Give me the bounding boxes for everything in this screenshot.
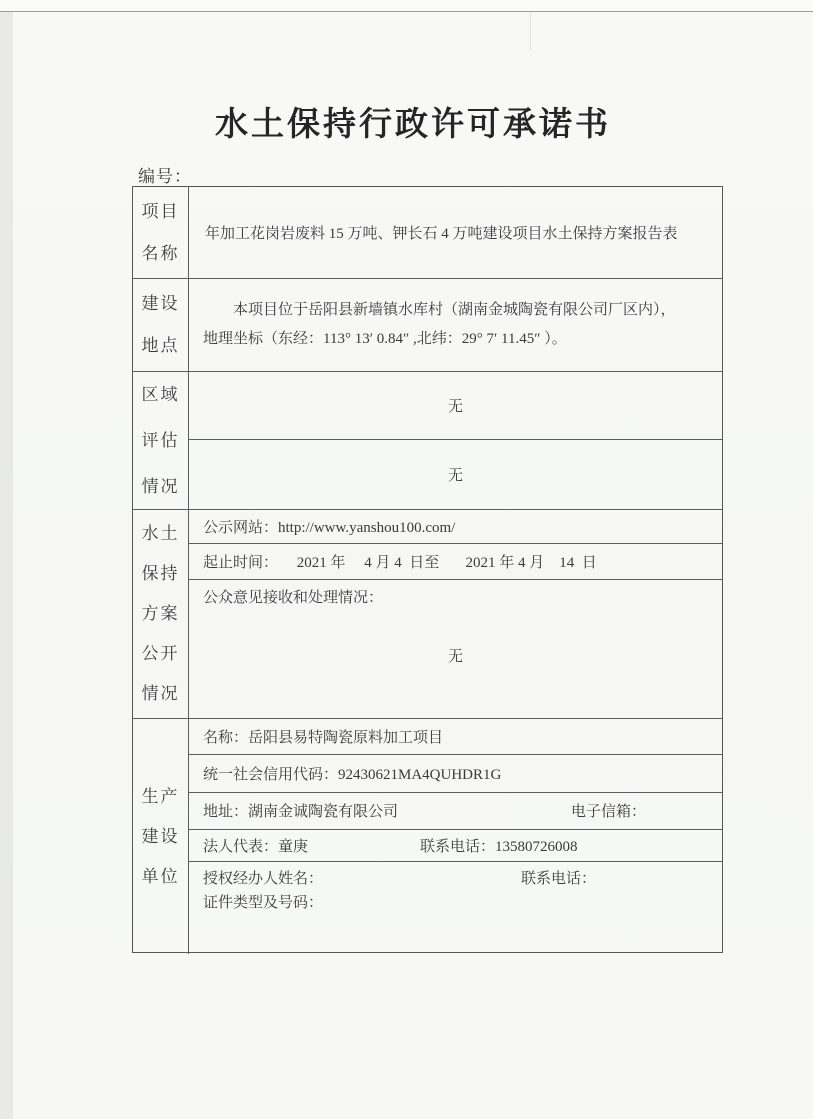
location-line-2: 地理坐标（东经：113° 13′ 0.84″ ,北纬：29° 7′ 11.45″ ）。 (203, 331, 567, 347)
opinion-label: 公众意见接收和处理情况： (203, 589, 384, 606)
unit-address: 地址：湖南金诚陶瓷有限公司 (203, 804, 399, 821)
location-line-1: 本项目位于岳阳县新墙镇水库村（湖南金城陶瓷有限公司厂区内）， (233, 302, 676, 318)
construction-unit-values (189, 719, 722, 954)
unit-legal-rep: 法人代表：童庚 (203, 838, 309, 855)
header-line: 水土 (141, 524, 180, 543)
header-line: 评估 (141, 430, 180, 450)
header-line: 地点 (141, 336, 180, 355)
header-line: 方案 (141, 604, 180, 623)
unit-agent-block (189, 861, 722, 954)
header-line: 公开 (141, 644, 180, 663)
document-title: 水土保持行政许可承诺书 (215, 107, 611, 143)
construction-unit-header (133, 719, 189, 954)
unit-agent-phone-label: 联系电话： (521, 871, 597, 888)
regional-assessment-value-1: 无 (447, 398, 463, 415)
row-location (133, 278, 722, 371)
regional-assessment-header (133, 372, 189, 509)
unit-email-label: 电子信箱： (571, 804, 647, 821)
location-value (189, 279, 722, 371)
publicity-opinion (189, 579, 722, 718)
unit-id-label: 证件类型及号码： (203, 895, 324, 912)
header-line: 单位 (141, 866, 180, 886)
row-construction-unit (133, 718, 722, 954)
fold-mark (530, 12, 531, 50)
regional-assessment-values (189, 372, 722, 509)
header-line: 名称 (141, 243, 180, 263)
unit-name: 名称：岳阳县易特陶瓷原料加工项目 (203, 729, 444, 746)
row-plan-publicity (133, 509, 722, 718)
header-line: 情况 (141, 476, 180, 496)
row-regional-assessment (133, 371, 722, 509)
scanner-background (0, 0, 813, 11)
header-line: 保持 (141, 564, 180, 583)
row-project-name (133, 187, 722, 278)
header-line: 区域 (141, 384, 180, 404)
unit-address-row (189, 792, 722, 829)
header-line: 项目 (141, 201, 180, 221)
project-name-header (133, 187, 189, 278)
unit-credit-code: 统一社会信用代码：92430621MA4QUHDR1G (189, 754, 722, 792)
unit-agent-row (189, 867, 722, 891)
unit-agent-name-label: 授权经办人姓名： (203, 871, 324, 888)
header-line: 建设 (141, 294, 180, 313)
document-number-label: 编号： (138, 167, 192, 186)
publicity-website: 公示网站：http://www.yanshou100.com/ (203, 519, 456, 536)
unit-legal-phone: 联系电话：13580726008 (420, 838, 578, 855)
location-header (133, 279, 189, 371)
opinion-value: 无 (447, 648, 463, 665)
header-line: 情况 (141, 684, 180, 703)
publicity-period: 起止时间： 2021 年 4 月 4 日至 2021 年 4 月 14 日 (189, 543, 722, 579)
scanned-page (13, 12, 813, 1119)
plan-publicity-header (133, 510, 189, 718)
unit-id-row (189, 891, 722, 915)
plan-publicity-values (189, 510, 722, 718)
regional-assessment-value-2: 无 (189, 439, 722, 509)
header-line: 建设 (141, 826, 180, 846)
form-table (132, 186, 723, 953)
header-line: 生产 (141, 786, 180, 806)
project-name-value: 年加工花岗岩废料 15 万吨、钾长石 4 万吨建设项目水土保持方案报告表 (205, 226, 678, 242)
unit-legal-rep-row (189, 829, 722, 862)
